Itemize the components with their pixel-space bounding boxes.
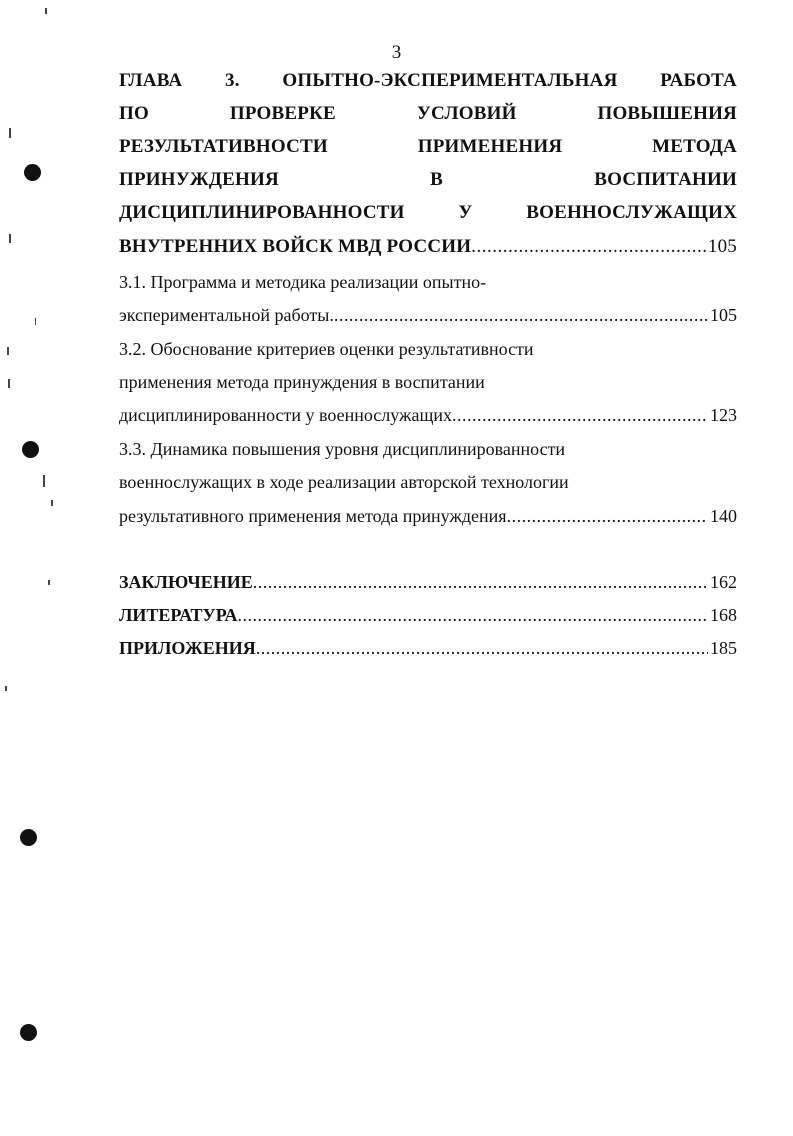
chapter-word: ВОСПИТАНИИ <box>594 169 737 190</box>
chapter-last-line: ВНУТРЕННИХ ВОЙСК МВД РОССИИ <box>119 236 472 257</box>
chapter-word: МЕТОДА <box>652 136 737 157</box>
scan-speck <box>7 347 9 355</box>
literature-entry <box>119 600 737 630</box>
dot-leader <box>237 600 708 630</box>
punch-hole <box>24 164 41 181</box>
chapter-page-number: 105 <box>707 236 737 257</box>
dot-leader <box>334 300 708 330</box>
section-page-number: 123 <box>710 405 737 425</box>
appendices-title: ПРИЛОЖЕНИЯ <box>119 638 256 658</box>
scan-speck <box>9 234 11 243</box>
chapter-title-line <box>119 165 737 195</box>
chapter-word: 3. <box>225 70 240 91</box>
conclusion-title: ЗАКЛЮЧЕНИЕ <box>119 572 253 592</box>
section-3-1-line: 3.1. Программа и методика реализации опытно- <box>119 272 487 292</box>
literature-page-number: 168 <box>710 605 737 625</box>
section-3-3-line: 3.3. Динамика повышения уровня дисциплинированности <box>119 439 566 459</box>
chapter-title-line <box>119 99 737 129</box>
section-last-line: дисциплинированности у военнослужащих <box>119 405 452 425</box>
chapter-toc-entry <box>119 232 737 262</box>
punch-hole <box>20 1024 37 1041</box>
chapter-word: ОПЫТНО-ЭКСПЕРИМЕНТАЛЬНАЯ <box>282 70 618 91</box>
chapter-word: ПРИМЕНЕНИЯ <box>417 136 563 157</box>
scan-speck <box>5 686 7 691</box>
chapter-word: ПО <box>119 103 149 124</box>
chapter-word: РЕЗУЛЬТАТИВНОСТИ <box>119 136 328 157</box>
chapter-word: В <box>430 169 444 190</box>
dot-leader <box>507 501 708 531</box>
chapter-word: РАБОТА <box>660 70 737 91</box>
chapter-word: ПОВЫШЕНИЯ <box>597 103 737 124</box>
page-number: 3 <box>391 42 402 63</box>
chapter-word: УСЛОВИЙ <box>416 103 517 124</box>
scan-speck <box>9 128 11 138</box>
dot-leader <box>452 400 708 430</box>
chapter-word: ДИСЦИПЛИНИРОВАННОСТИ <box>119 202 405 223</box>
section-3-2-line: применения метода принуждения в воспитании <box>119 372 485 392</box>
section-3-2-line: 3.2. Обоснование критериев оценки результативности <box>119 339 534 359</box>
chapter-title-line <box>119 132 737 162</box>
section-3-3-entry <box>119 501 737 531</box>
scan-speck <box>48 580 50 585</box>
chapter-word: ВОЕННОСЛУЖАЩИХ <box>526 202 737 223</box>
scan-speck <box>8 379 10 388</box>
section-last-line: результативного применения метода принуждения <box>119 506 507 526</box>
chapter-word: ПРОВЕРКЕ <box>229 103 336 124</box>
scan-speck <box>51 500 53 506</box>
appendices-page-number: 185 <box>710 638 737 658</box>
dot-leader <box>253 567 708 597</box>
section-page-number: 105 <box>710 305 737 325</box>
section-3-2-entry <box>119 400 737 430</box>
section-page-number: 140 <box>710 506 737 526</box>
appendices-entry <box>119 633 737 663</box>
punch-hole <box>20 829 37 846</box>
scan-speck <box>43 475 45 487</box>
scan-speck <box>35 318 36 325</box>
conclusion-page-number: 162 <box>710 572 737 592</box>
dot-leader <box>471 232 706 262</box>
section-last-line: экспериментальной работы. <box>119 305 334 325</box>
chapter-word: У <box>458 202 473 223</box>
chapter-word: ГЛАВА <box>119 70 183 91</box>
literature-title: ЛИТЕРАТУРА <box>119 605 238 625</box>
chapter-title-line <box>119 198 737 228</box>
chapter-word: ПРИНУЖДЕНИЯ <box>119 169 279 190</box>
scan-speck <box>45 8 47 14</box>
chapter-title-line <box>119 66 737 96</box>
section-3-1-entry <box>119 300 737 330</box>
section-3-3-line: военнослужащих в ходе реализации авторской технологии <box>119 472 569 492</box>
punch-hole <box>22 441 39 458</box>
dot-leader <box>256 633 708 663</box>
conclusion-entry <box>119 567 737 597</box>
